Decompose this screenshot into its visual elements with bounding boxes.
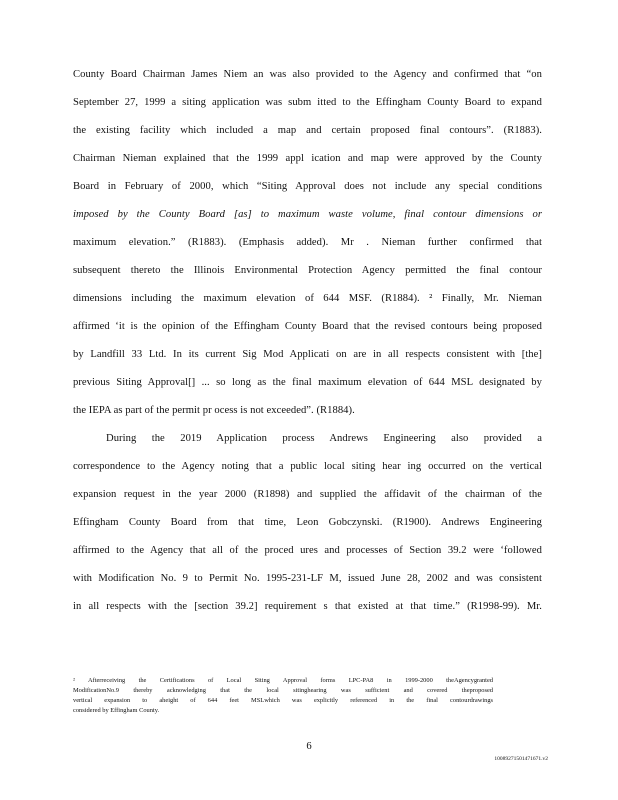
footnote-line: ² Afterreceiving the Certifications of Local Siting Approval forms LPC-PA8 in 1999-2000 theAgencygranted xyxy=(73,677,493,684)
body-line: Effingham County Board from that time, Leon Gobczynski. (R1900). Andrews Engineering xyxy=(73,517,542,528)
body-line: by Landfill 33 Ltd. In its current Sig Mod Applicati on are in all respects consistent with [the] xyxy=(73,349,542,360)
footnote-line: considered by Effingham County. xyxy=(73,707,160,714)
body-line: affirmed ‘it is the opinion of the Effingham County Board that the revised contours being proposed xyxy=(73,321,542,332)
body-line: September 27, 1999 a siting application was subm itted to the Effingham County Board to expand xyxy=(73,97,542,108)
footnote-line: ModificationNo.9 thereby acknowledging that the local sitinghearing was sufficient and covered theproposed xyxy=(73,687,493,694)
body-line: the IEPA as part of the permit pr ocess is not exceeded”. (R1884). xyxy=(73,405,355,416)
body-line: subsequent thereto the Illinois Environmental Protection Agency permitted the final contour xyxy=(73,265,542,276)
body-line: dimensions including the maximum elevation of 644 MSF. (R1884). ² Finally, Mr. Nieman xyxy=(73,293,542,304)
body-line: Board in February of 2000, which “Siting Approval does not include any special conditions xyxy=(73,181,542,192)
body-line: the existing facility which included a map and certain proposed final contours”. (R1883). xyxy=(73,125,542,136)
body-line: in all respects with the [section 39.2] requirement s that existed at that time.” (R1998-99). Mr. xyxy=(73,601,542,612)
body-line: with Modification No. 9 to Permit No. 1995-231-LF M, issued June 28, 2002 and was consistent xyxy=(73,573,542,584)
body-line: maximum elevation.” (R1883). (Emphasis added). Mr . Nieman further confirmed that xyxy=(73,237,542,248)
body-line: Chairman Nieman explained that the 1999 appl ication and map were approved by the County xyxy=(73,153,542,164)
body-line: affirmed to the Agency that all of the proced ures and processes of Section 39.2 were ‘followed xyxy=(73,545,542,556)
document-id: 10089271501471671.v2 xyxy=(494,756,548,762)
page-number: 6 xyxy=(306,741,312,752)
body-line: previous Siting Approval[] ... so long as the final maximum elevation of 644 MSL designated by xyxy=(73,377,542,388)
body-line: imposed by the County Board [as] to maximum waste volume, final contour dimensions or xyxy=(73,209,542,220)
body-line: correspondence to the Agency noting that a public local siting hear ing occurred on the vertical xyxy=(73,461,542,472)
body-line: expansion request in the year 2000 (R1898) and supplied the affidavit of the chairman of the xyxy=(73,489,542,500)
footnote-line: vertical expansion to aheight of 644 feet MSLwhich was explicitly referenced in the final contourdrawings xyxy=(73,697,493,704)
body-line: County Board Chairman James Niem an was also provided to the Agency and confirmed that “on xyxy=(73,69,542,80)
body-line: During the 2019 Application process Andrews Engineering also provided a xyxy=(106,433,542,444)
